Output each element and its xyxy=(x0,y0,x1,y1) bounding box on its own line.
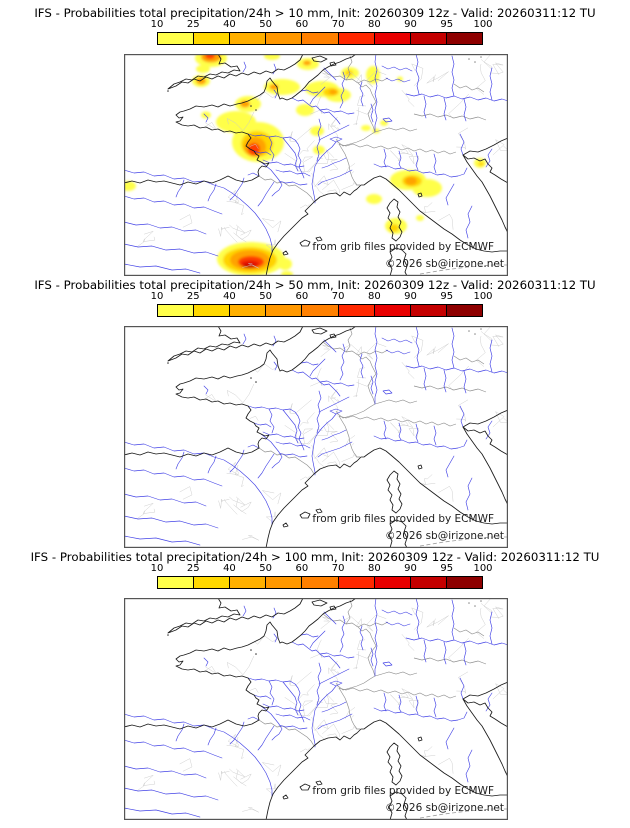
colorbar-segment xyxy=(266,577,302,588)
colorbar-tick: 40 xyxy=(223,291,236,302)
panel-title-50mm: IFS - Probabilities total precipitation/24h > 50 mm, Init: 20260309 12z - Valid: 20260311:12 TU xyxy=(34,278,596,292)
colorbar-segment xyxy=(302,33,338,44)
colorbar-segment xyxy=(411,305,447,316)
colorbar-segment xyxy=(447,33,482,44)
attribution-ecmwf: from grib files provided by ECMWF xyxy=(312,241,494,253)
colorbar-tick: 70 xyxy=(331,291,345,302)
colorbar-segment xyxy=(375,33,411,44)
colorbar-segment xyxy=(158,305,194,316)
colorbar-tick: 25 xyxy=(186,291,200,302)
colorbar-tick: 100 xyxy=(473,19,493,30)
colorbar-tick: 60 xyxy=(295,563,309,574)
colorbar-tick: 95 xyxy=(440,19,454,30)
colorbar-segment xyxy=(375,577,411,588)
colorbar-segment xyxy=(302,577,338,588)
colorbar-segment xyxy=(375,305,411,316)
colorbar-gradient xyxy=(157,576,483,589)
colorbar-tick: 95 xyxy=(440,563,454,574)
colorbar-tick: 90 xyxy=(404,291,417,302)
panel-100mm xyxy=(0,544,630,816)
colorbar-tick: 60 xyxy=(295,19,309,30)
map-50mm xyxy=(124,326,508,548)
colorbar-50mm xyxy=(150,291,493,317)
colorbar-tick: 100 xyxy=(473,291,493,302)
colorbar-tick: 80 xyxy=(367,563,381,574)
colorbar-segment xyxy=(447,305,482,316)
colorbar-tick-labels xyxy=(150,291,493,303)
colorbar-segment xyxy=(339,577,375,588)
attribution-copyright: ©2026 sb@irizone.net xyxy=(385,802,504,814)
colorbar-tick: 90 xyxy=(404,19,417,30)
panel-50mm xyxy=(0,272,630,544)
attribution-ecmwf: from grib files provided by ECMWF xyxy=(312,785,494,797)
colorbar-segment xyxy=(339,33,375,44)
colorbar-tick: 40 xyxy=(223,563,236,574)
colorbar-tick-labels xyxy=(150,563,493,575)
colorbar-100mm xyxy=(150,563,493,589)
colorbar-segment xyxy=(230,33,266,44)
colorbar-gradient xyxy=(157,32,483,45)
colorbar-segment xyxy=(194,577,230,588)
colorbar-segment xyxy=(266,305,302,316)
colorbar-segment xyxy=(411,33,447,44)
colorbar-tick: 10 xyxy=(150,291,164,302)
colorbar-segment xyxy=(194,305,230,316)
colorbar-tick: 95 xyxy=(440,291,454,302)
colorbar-segment xyxy=(194,33,230,44)
colorbar-tick: 25 xyxy=(186,19,200,30)
colorbar-tick: 80 xyxy=(367,291,381,302)
colorbar-segment xyxy=(339,305,375,316)
colorbar-segment xyxy=(230,577,266,588)
colorbar-tick: 10 xyxy=(150,19,164,30)
colorbar-tick: 70 xyxy=(331,563,345,574)
colorbar-segment xyxy=(266,33,302,44)
colorbar-segment xyxy=(158,577,194,588)
colorbar-tick: 50 xyxy=(259,19,273,30)
colorbar-tick: 50 xyxy=(259,563,273,574)
panel-10mm xyxy=(0,0,630,272)
colorbar-segment xyxy=(230,305,266,316)
map-100mm xyxy=(124,598,508,820)
colorbar-segment xyxy=(302,305,338,316)
colorbar-tick: 25 xyxy=(186,563,200,574)
colorbar-tick: 60 xyxy=(295,291,309,302)
colorbar-gradient xyxy=(157,304,483,317)
attribution-ecmwf: from grib files provided by ECMWF xyxy=(312,513,494,525)
attribution-copyright: ©2026 sb@irizone.net xyxy=(385,530,504,542)
panel-title-10mm: IFS - Probabilities total precipitation/24h > 10 mm, Init: 20260309 12z - Valid: 20260311:12 TU xyxy=(34,6,596,20)
colorbar-10mm xyxy=(150,19,493,45)
colorbar-tick: 40 xyxy=(223,19,236,30)
colorbar-tick-labels xyxy=(150,19,493,31)
colorbar-tick: 70 xyxy=(331,19,345,30)
colorbar-segment xyxy=(447,577,482,588)
panel-title-100mm: IFS - Probabilities total precipitation/24h > 100 mm, Init: 20260309 12z - Valid: 20260311:12 TU xyxy=(30,550,600,564)
colorbar-tick: 100 xyxy=(473,563,493,574)
colorbar-tick: 10 xyxy=(150,563,164,574)
map-10mm xyxy=(124,54,508,276)
colorbar-tick: 50 xyxy=(259,291,273,302)
colorbar-segment xyxy=(411,577,447,588)
colorbar-tick: 80 xyxy=(367,19,381,30)
attribution-copyright: ©2026 sb@irizone.net xyxy=(385,258,504,270)
colorbar-segment xyxy=(158,33,194,44)
colorbar-tick: 90 xyxy=(404,563,417,574)
